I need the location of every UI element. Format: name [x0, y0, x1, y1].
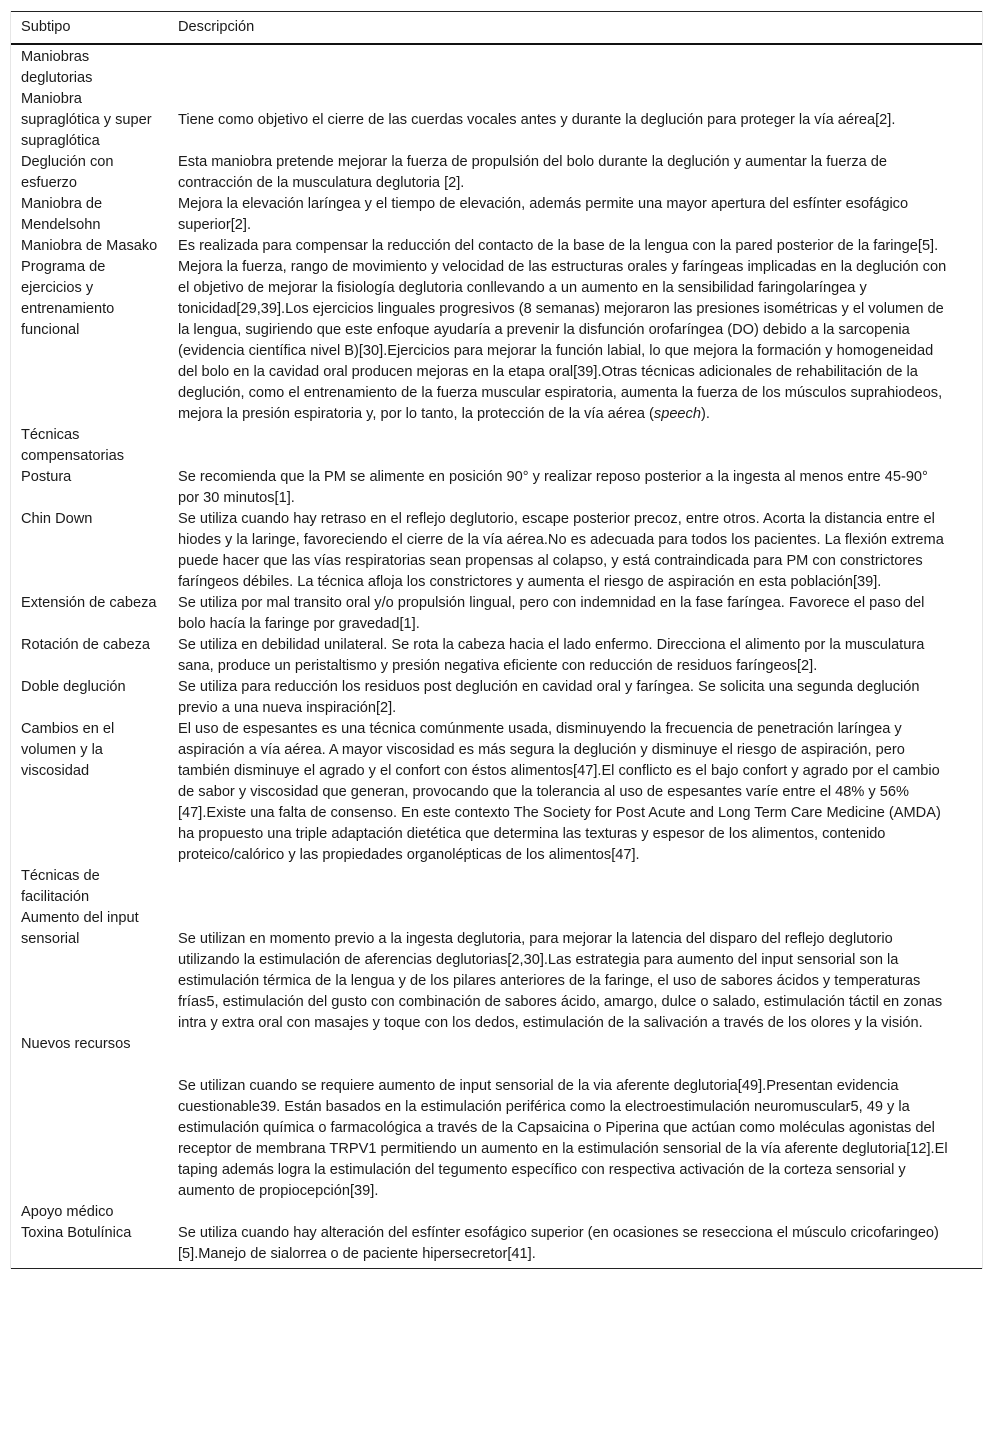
description-cell	[168, 257, 982, 425]
subtype-cell: Toxina Botulínica	[11, 1223, 168, 1269]
subtype-cell: Chin Down	[21, 511, 93, 527]
table-row	[11, 908, 982, 1034]
description-cell: Se utilizan cuando se requiere aumento de input sensorial de la via aferente deglutoria[49].Presentan evidencia cuestionable39. Están basados en la estimulación periférica como la electroestimulación neuromuscular5, 49 y la estimulación química o farmacológica a través de la Capsaicina o Piperina que actúan como moléculas agonistas del receptor de membrana TRPV1 permitiendo un aumento en la estimulación sensorial de la vía aferente deglutoria[12].El taping además logra la estimulación del tegumento específico con respectiva activación de la corteza sensorial y aumento de propiocepción[39].	[178, 1078, 948, 1199]
table-row-section	[11, 866, 982, 908]
subtype-cell: Maniobra supraglótica y super supraglótica	[21, 91, 152, 149]
table-row	[11, 677, 982, 719]
table-row-section	[11, 44, 982, 89]
table-row	[11, 1223, 982, 1269]
subtype-cell: Aumento del input sensorial	[21, 910, 139, 947]
subtype-cell: Maniobras deglutorias	[21, 49, 93, 86]
description-cell: Tiene como objetivo el cierre de las cuerdas vocales antes y durante la deglución para proteger la vía aérea[2].	[178, 112, 896, 128]
table-row	[11, 719, 982, 866]
description-cell: Se recomienda que la PM se alimente en posición 90° y realizar reposo posterior a la ingesta al menos entre 45-90° por 30 minutos[1].	[178, 469, 928, 506]
subtype-cell: Nuevos recursos	[21, 1036, 131, 1052]
description-cell	[168, 425, 982, 467]
description-cell: Esta maniobra pretende mejorar la fuerza de propulsión del bolo durante la deglución y aumentar la fuerza de contracción de la musculatura deglutoria [2].	[178, 154, 888, 191]
description-text-end: ).	[700, 406, 710, 422]
table-row	[11, 467, 982, 509]
table-header-row	[11, 12, 982, 45]
subtype-cell	[11, 1055, 168, 1202]
subtype-cell: Técnicas compensatorias	[21, 427, 125, 464]
table-row-section	[11, 425, 982, 467]
description-cell: Es realizada para compensar la reducción del contacto de la base de la lengua con la pared posterior de la faringe[5].	[178, 238, 939, 254]
column-header-subtype: Subtipo	[11, 12, 168, 45]
description-cell: Se utiliza cuando hay alteración del esfínter esofágico superior (en ocasiones se resecciona el músculo cricofaringeo)[5].Manejo de sialorrea o de paciente hipersecretor[41].	[168, 1223, 982, 1269]
description-cell	[168, 866, 982, 908]
subtype-cell: Doble deglución	[21, 679, 126, 695]
table-row	[11, 194, 982, 236]
subtype-cell: Apoyo médico	[21, 1204, 114, 1220]
description-cell: Se utiliza en debilidad unilateral. Se rota la cabeza hacia el lado enfermo. Direcciona el alimento por la musculatura sana, produce un peristaltismo y presión negativa eficiente con reducción de residuos faríngeos[2].	[178, 637, 925, 674]
therapy-table-container	[10, 11, 983, 1269]
subtype-cell: Rotación de cabeza	[21, 637, 150, 653]
description-cell	[168, 1034, 982, 1055]
description-cell: Mejora la elevación laríngea y el tiempo de elevación, además permite una mayor apertura del esfínter esofágico superior[2].	[178, 196, 909, 233]
description-cell: Se utiliza cuando hay retraso en el reflejo deglutorio, escape posterior precoz, entre otros. Acorta la distancia entre el hiodes y la laringe, favoreciendo el cierre de la vía aérea.No es adecuada para todos los pacientes. La flexión extrema puede hacer que las vías respiratorias sean propensas al colapso, y está contraindicada para PM con constrictores faríngeos débiles. La técnica afloja los constrictores y aumenta el riesgo de aspiración en esta población[39].	[178, 511, 944, 590]
table-row-section	[11, 1202, 982, 1223]
description-cell: Se utiliza para reducción los residuos post deglución en cavidad oral y faríngea. Se solicita una segunda deglución previo a una nueva inspiración[2].	[178, 679, 920, 716]
description-italic-term: speech	[653, 406, 701, 422]
column-header-description: Descripción	[168, 12, 982, 45]
table-row	[11, 257, 982, 425]
subtype-cell: Programa de ejercicios y entrenamiento funcional	[21, 259, 115, 338]
therapy-table	[11, 11, 982, 1269]
table-row	[11, 635, 982, 677]
table-row	[11, 1055, 982, 1202]
description-cell	[168, 44, 982, 89]
description-cell	[168, 1202, 982, 1223]
table-row	[11, 89, 982, 152]
subtype-cell: Maniobra de Mendelsohn	[21, 196, 103, 233]
description-text: Mejora la fuerza, rango de movimiento y velocidad de las estructuras orales y faríngeas implicadas en la deglución con el objetivo de mejorar la fisiología deglutoria conllevando a un aumento en la sensibilidad faringolaríngea y tonicidad[29,39].Los ejercicios linguales progresivos (8 semanas) mejoraron las presiones isométricas y el volumen de la lengua, sugiriendo que este enfoque ayudaría a prevenir la disfunción orofaríngea (DO) debido a la sarcopenia (evidencia científica nivel B)[30].Ejercicios para mejorar la función labial, lo que mejora la formación y homogeneidad del bolo en la cavidad oral producen mejoras en la etapa oral[39].Otras técnicas adicionales de rehabilitación de la deglución, como el entrenamiento de la fuerza muscular espiratoria, aumenta la fuerza de los músculos suprahiodeos, mejora la presión espiratoria y, por lo tanto, la protección de la vía aérea (	[178, 259, 947, 422]
subtype-cell: Técnicas de facilitación	[21, 868, 100, 905]
description-cell: Se utiliza por mal transito oral y/o propulsión lingual, pero con indemnidad en la fase faríngea. Favorece el paso del bolo hacía la faringe por gravedad[1].	[178, 595, 925, 632]
subtype-cell: Cambios en el volumen y la viscosidad	[21, 721, 115, 779]
table-row	[11, 593, 982, 635]
table-row	[11, 509, 982, 593]
description-cell: El uso de espesantes es una técnica comúnmente usada, disminuyendo la frecuencia de penetración laríngea y aspiración a vía aérea. A mayor viscosidad es más segura la deglución y disminuye el riesgo de aspiración, pero también disminuye el agrado y el confort con éstos alimentos[47].El conflicto es el bajo confort y agrado por el cambio de sabor y viscosidad que generan, provocando que la tolerancia al uso de espesantes varíe entre el 48% y 56%[47].Existe una falta de consenso. En este contexto The Society for Post Acute and Long Term Care Medicine (AMDA) ha propuesto una triple adaptación dietética que determina las texturas y espesor de los alimentos, contenido proteico/calórico y las propiedades organolépticas de los alimentos[47].	[178, 721, 941, 863]
description-cell: Se utilizan en momento previo a la ingesta deglutoria, para mejorar la latencia del disparo del reflejo deglutorio utilizando la estimulación de aferencias deglutorias[2,30].Las estrategia para aumento del input sensorial son la estimulación térmica de la lengua y de los pilares anteriores de la faringe, el uso de sabores ácidos y temperaturas frías5, estimulación del gusto con combinación de sabores ácido, amargo, dulce o salado, estimulación táctil en zonas intra y extra oral con masajes y toque con los dedos, estimulación de la salivación a través de los olores y la visión.	[178, 931, 943, 1031]
subtype-cell: Postura	[21, 469, 72, 485]
subtype-cell: Maniobra de Masako	[21, 238, 158, 254]
table-row-section	[11, 1034, 982, 1055]
table-row	[11, 152, 982, 194]
subtype-cell: Deglución con esfuerzo	[21, 154, 114, 191]
subtype-cell: Extensión de cabeza	[21, 595, 157, 611]
table-row	[11, 236, 982, 257]
